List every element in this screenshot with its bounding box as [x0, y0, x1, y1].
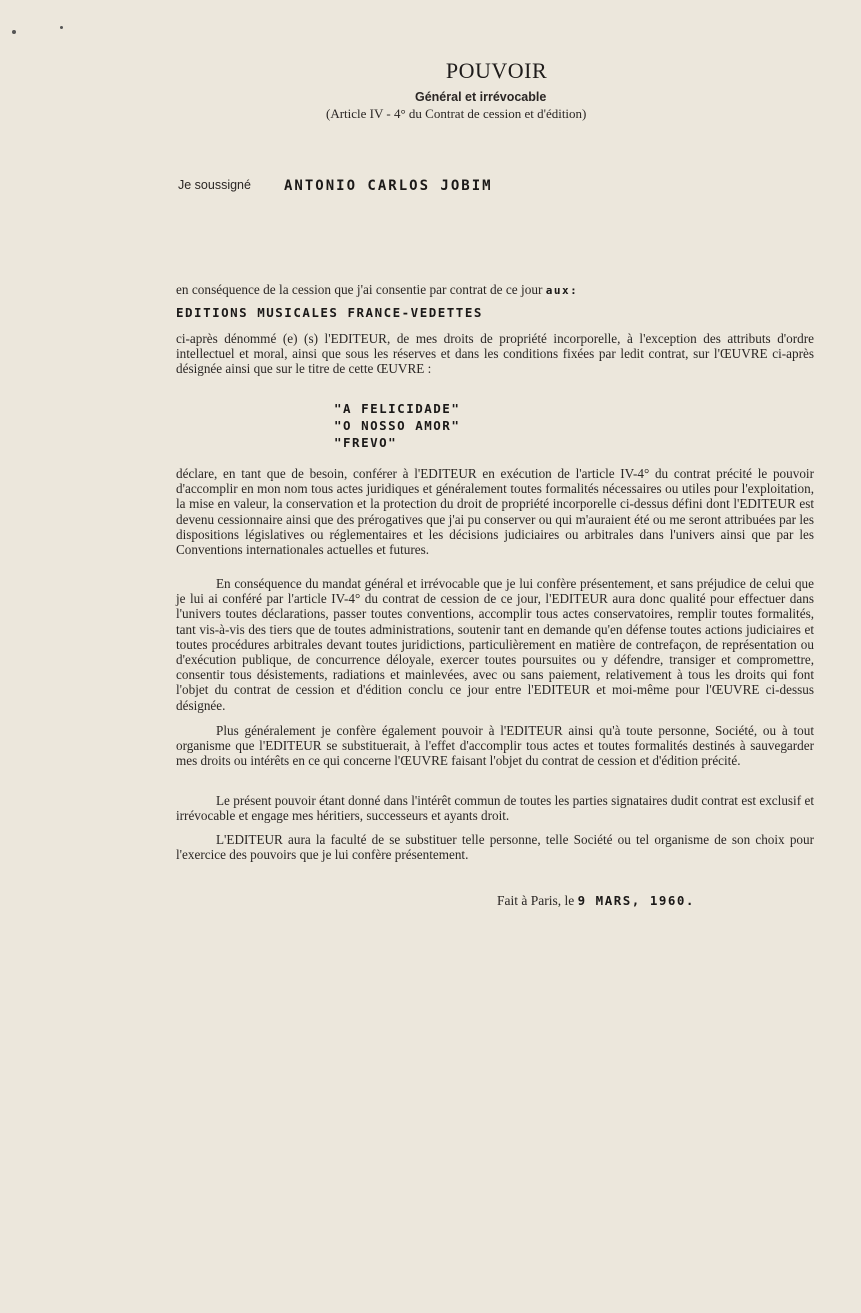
work-title: "O NOSSO AMOR" [334, 418, 461, 433]
general-power-paragraph: Plus généralement je confère également pouvoir à l'EDITEUR ainsi qu'à toute personne, Société, ou à tout organisme que l'EDITEUR se substituerait, à l'effet d'accomplir tous actes et toutes formalités destinés à sauvegarder mes droits ou intérêts en ce qui concerne l'ŒUVRE faisant l'objet du contrat de cession et d'édition précité. [176, 723, 814, 769]
document-reference: (Article IV - 4° du Contrat de cession et d'édition) [326, 106, 587, 121]
fait-date: 9 MARS, 1960. [577, 893, 695, 908]
mandate-paragraph: En conséquence du mandat général et irrévocable que je lui confère présentement, et sans préjudice de celui que je lui ai conféré par l'article IV-4° du contrat de cession de ce jour, l'EDITEUR aura donc qualité pour effectuer dans l'univers toutes déclarations, passer toutes conventions, accomplir tous actes conservatoires, remplir toutes formalités, tant vis-à-vis des tiers que de toutes administrations, soutenir tant en demande qu'en défense toutes actions judiciaires et toutes procédures arbitrales devant toutes juridictions, particulièrement en matière de contrefaçon, de représentation ou d'exécution publique, de concurrence déloyale, exercer toutes poursuites ou y défendre, transiger et compromettre, consentir tous désistements, radiations et mainlevées, avec ou sans paiement, relativement à tous les droits qui font l'objet du contrat de cession et d'édition conclu ce jour entre l'EDITEUR et moi-même pour l'ŒUVRE ci-dessus désignée. [176, 576, 814, 713]
soussigne-label: Je soussigné [178, 178, 251, 192]
declaration-paragraph: déclare, en tant que de besoin, conférer à l'EDITEUR en exécution de l'article IV-4° du contrat précité le pouvoir d'accomplir en mon nom tous actes juridiques et généralement toutes formalités nécessaires ou utiles pour l'exploitation, la mise en valeur, la conservation et la protection du droit de propriété incorporelle ci-dessus défini dont l'EDITEUR est devenu cessionnaire ainsi que des prérogatives que j'ai pu conserver ou qui m'auraient été ou me seront attribuées par les dispositions législatives ou réglementaires et les décisions judiciaires ou arbitrales dans l'univers ainsi que par les Conventions internationales actuelles et futures. [176, 466, 814, 558]
work-title: "FREVO" [334, 435, 398, 450]
punch-mark [12, 30, 16, 34]
author-name: ANTONIO CARLOS JOBIM [284, 178, 493, 194]
work-title: "A FELICIDADE" [334, 401, 461, 416]
substitution-paragraph: L'EDITEUR aura la faculté de se substituer telle personne, telle Société ou tel organisme de son choix pour l'exercice des pouvoirs que je lui confère présentement. [176, 832, 814, 863]
document-subtitle: Général et irrévocable [415, 90, 547, 104]
signature-line [497, 893, 695, 909]
consequence-line [176, 282, 814, 298]
consequence-typed: aux: [545, 284, 579, 297]
fait-label: Fait à Paris, le [497, 893, 575, 908]
irrevocable-paragraph: Le présent pouvoir étant donné dans l'intérêt commun de toutes les parties signataires dudit contrat est exclusif et irrévocable et engage mes héritiers, successeurs et ayants droit. [176, 793, 814, 824]
publisher-name: EDITIONS MUSICALES FRANCE-VEDETTES [176, 305, 483, 320]
punch-mark [60, 26, 63, 29]
works-list [334, 400, 460, 451]
document-title: POUVOIR [445, 58, 548, 83]
intro-paragraph: ci-après dénommé (e) (s) l'EDITEUR, de mes droits de propriété incorporelle, à l'exception des attributs d'ordre intellectuel et moral, ainsi que sous les réserves et dans les conditions fixées par ledit contrat, sur l'ŒUVRE ci-après désignée ainsi que sur le titre de cette ŒUVRE : [176, 331, 814, 377]
consequence-text: en conséquence de la cession que j'ai consentie par contrat de ce jour [176, 282, 543, 297]
